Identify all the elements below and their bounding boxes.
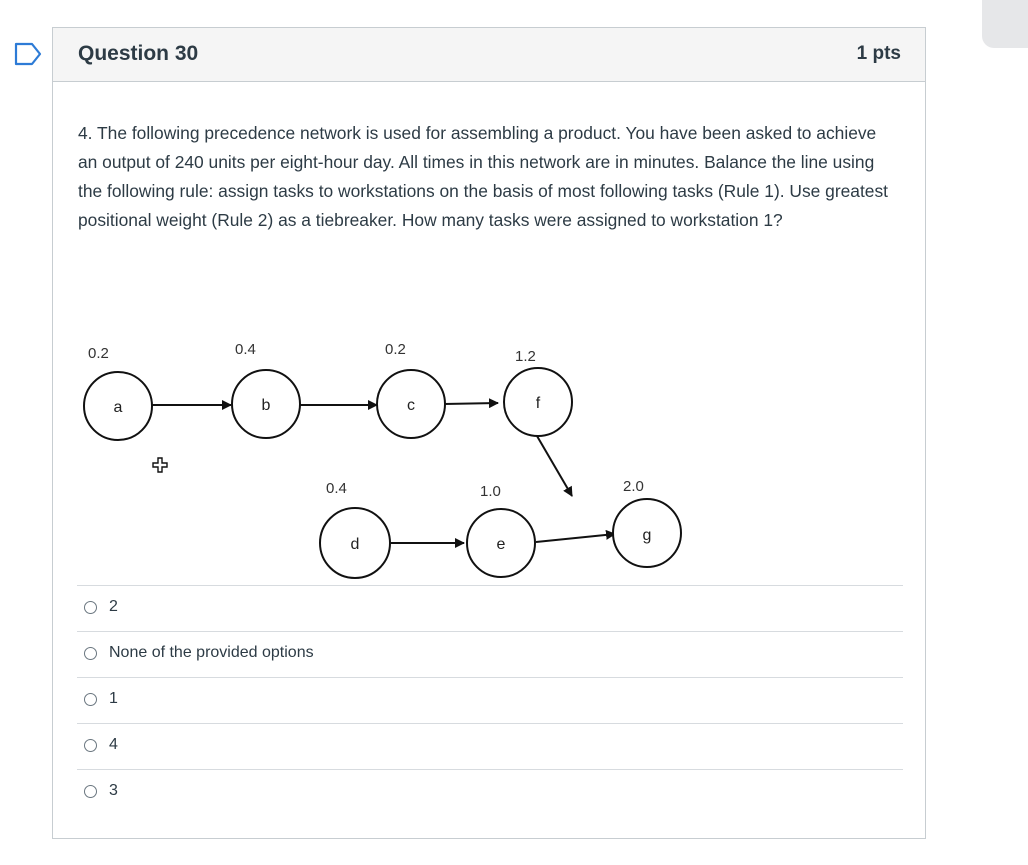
node-a-label: a <box>113 399 123 416</box>
scrollbar-thumb[interactable] <box>982 0 1028 48</box>
edge-e-g <box>536 534 615 542</box>
node-c-label: c <box>407 397 415 414</box>
question-title: Question 30 <box>78 42 199 65</box>
question-text: 4. The following precedence network is used for assembling a product. You have been asked to achieve an output of 240 units per eight-hour day. All times in this network are in minutes. Balance the line using the following rule: assign tasks to workstations on the basis of most following tasks (Rule 1). Use greatest positional weight (Rule 2) as a tiebreaker. How many tasks were assigned to workstation 1? <box>78 123 889 230</box>
answer-option[interactable] <box>77 585 903 631</box>
edge-c-f <box>444 403 498 404</box>
node-e <box>467 483 535 577</box>
node-e-time: 1.0 <box>480 483 501 500</box>
node-f-time: 1.2 <box>515 348 536 365</box>
node-b <box>232 341 300 438</box>
node-a <box>84 345 152 440</box>
node-g-label: g <box>642 527 652 544</box>
node-f-label: f <box>535 395 541 412</box>
answer-option[interactable] <box>77 769 903 815</box>
answer-label: 4 <box>109 736 118 753</box>
node-g <box>613 478 681 567</box>
answer-label: 3 <box>109 782 118 799</box>
radio-button[interactable] <box>84 739 97 752</box>
answer-label: None of the provided options <box>109 644 314 661</box>
node-g-time: 2.0 <box>623 478 644 495</box>
answer-list <box>77 585 903 815</box>
node-d <box>320 480 390 578</box>
answer-label: 2 <box>109 598 118 615</box>
flag-question-icon[interactable] <box>14 42 42 66</box>
node-c-time: 0.2 <box>385 341 406 358</box>
answer-option[interactable] <box>77 677 903 723</box>
move-cursor-icon <box>153 458 167 472</box>
question-header <box>53 28 925 82</box>
node-d-time: 0.4 <box>326 480 347 497</box>
node-f <box>504 348 572 436</box>
node-e-label: e <box>496 536 506 553</box>
node-b-time: 0.4 <box>235 341 256 358</box>
edge-f-g <box>537 436 572 496</box>
question-card <box>52 27 926 839</box>
radio-button[interactable] <box>84 601 97 614</box>
node-a-time: 0.2 <box>88 345 109 362</box>
answer-option[interactable] <box>77 631 903 677</box>
radio-button[interactable] <box>84 647 97 660</box>
node-c <box>377 341 445 438</box>
radio-button[interactable] <box>84 693 97 706</box>
node-b-label: b <box>261 397 271 414</box>
answer-label: 1 <box>109 690 118 707</box>
precedence-network-diagram <box>75 306 652 581</box>
question-points: 1 pts <box>856 43 901 64</box>
answer-option[interactable] <box>77 723 903 769</box>
radio-button[interactable] <box>84 785 97 798</box>
node-d-label: d <box>350 536 360 553</box>
